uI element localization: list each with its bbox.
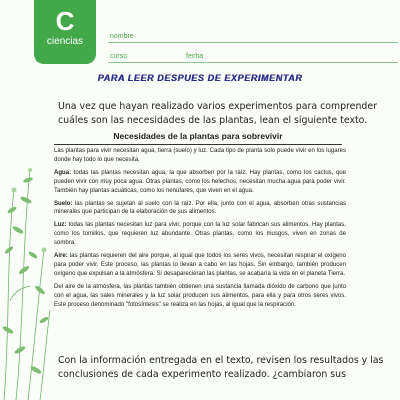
grade-label: 3º básico <box>36 55 67 64</box>
paragraph-lead: Aire: <box>54 253 68 260</box>
outro-text: Con la información entregada en el texto, revisen los resultados y las conclusiones de cada experimento realizado. ¿cambiaron sus <box>58 355 384 380</box>
paragraph-text: todas las plantas necesitan luz para vivir, porque con la luz solar fabrican sus alimentos. Hay plantas, como los tomillos, que requieren luz abundante. Otras plantas, como los musgos, viven en zonas de sombra. <box>54 222 346 247</box>
paragraph-text: Del aire de la atmósfera, las plantas también obtienen una sustancia llamada dióxido de carbono que junto con el agua, las sales minerales y la luz solar producen sus alimentos, para ella y para otros seres vivos. Este proceso denominado "fotosíntesis" se realiza en las hojas, al igual que la respiración. <box>54 283 346 308</box>
course-label: curso <box>110 53 128 60</box>
date-label: fecha <box>186 53 204 60</box>
reading-paragraph <box>54 221 346 248</box>
reading-title: Necesidades de la plantas para sobrevivir <box>54 128 342 145</box>
paragraph-text: las plantas se sujetan al suelo con la raíz. Por ella, junto con el agua, absorben otras sustancias minerales que participan de la elaboración de sus alimentos. <box>54 200 346 216</box>
page-title: PARA LEER DESPUES DE EXPERIMENTAR <box>97 73 303 83</box>
name-field[interactable] <box>108 42 398 43</box>
reading-paragraph <box>54 252 346 279</box>
paragraph-text: todas las plantas necesitan agua, la que absorben por la raíz. Hay plantas, como los cactus, que pueden vivir con muy poca agua. Otras plantas, como los helechos, necesitan mucha agua para poder vivir. También hay plantas acuáticas, como los nenúfares, que viven en el agua. <box>54 169 346 194</box>
paragraph-text: Las plantas para vivir necesitan agua, tierra (suelo) y luz. Cada tipo de planta solo puede vivir en los lugares donde hay todo lo que necesita. <box>54 148 346 163</box>
intro-text: Una vez que hayan realizado varios experimentos para comprender cuáles son las necesidades de las plantas, lean el siguiente texto. <box>58 101 377 126</box>
reading-body <box>54 145 346 310</box>
subject-letter: C <box>55 6 75 36</box>
reading-paragraph <box>54 283 346 310</box>
name-label: nombre <box>110 33 134 40</box>
paragraph-lead: Suelo: <box>54 200 73 207</box>
reading-paragraph <box>54 200 346 218</box>
course-date-field[interactable] <box>108 62 398 63</box>
paragraph-text: las plantas requieren del aire porque, al igual que todos los seres vivos, necesitan respirar el oxígeno para poder vivir. Este proceso, las plantas lo llevan a cabo en las hojas. Sin embargo, también producen oxígeno que expulsan a la atmósfera. Si desaparecieran las plantas, se acabaría la vida en el planeta Tierra. <box>54 253 346 277</box>
paragraph-lead: Luz: <box>54 222 67 229</box>
paragraph-lead: Agua: <box>54 169 72 176</box>
subject-name: ciencias <box>46 36 84 47</box>
reading-paragraph <box>54 169 346 196</box>
reading-paragraph <box>54 147 346 165</box>
